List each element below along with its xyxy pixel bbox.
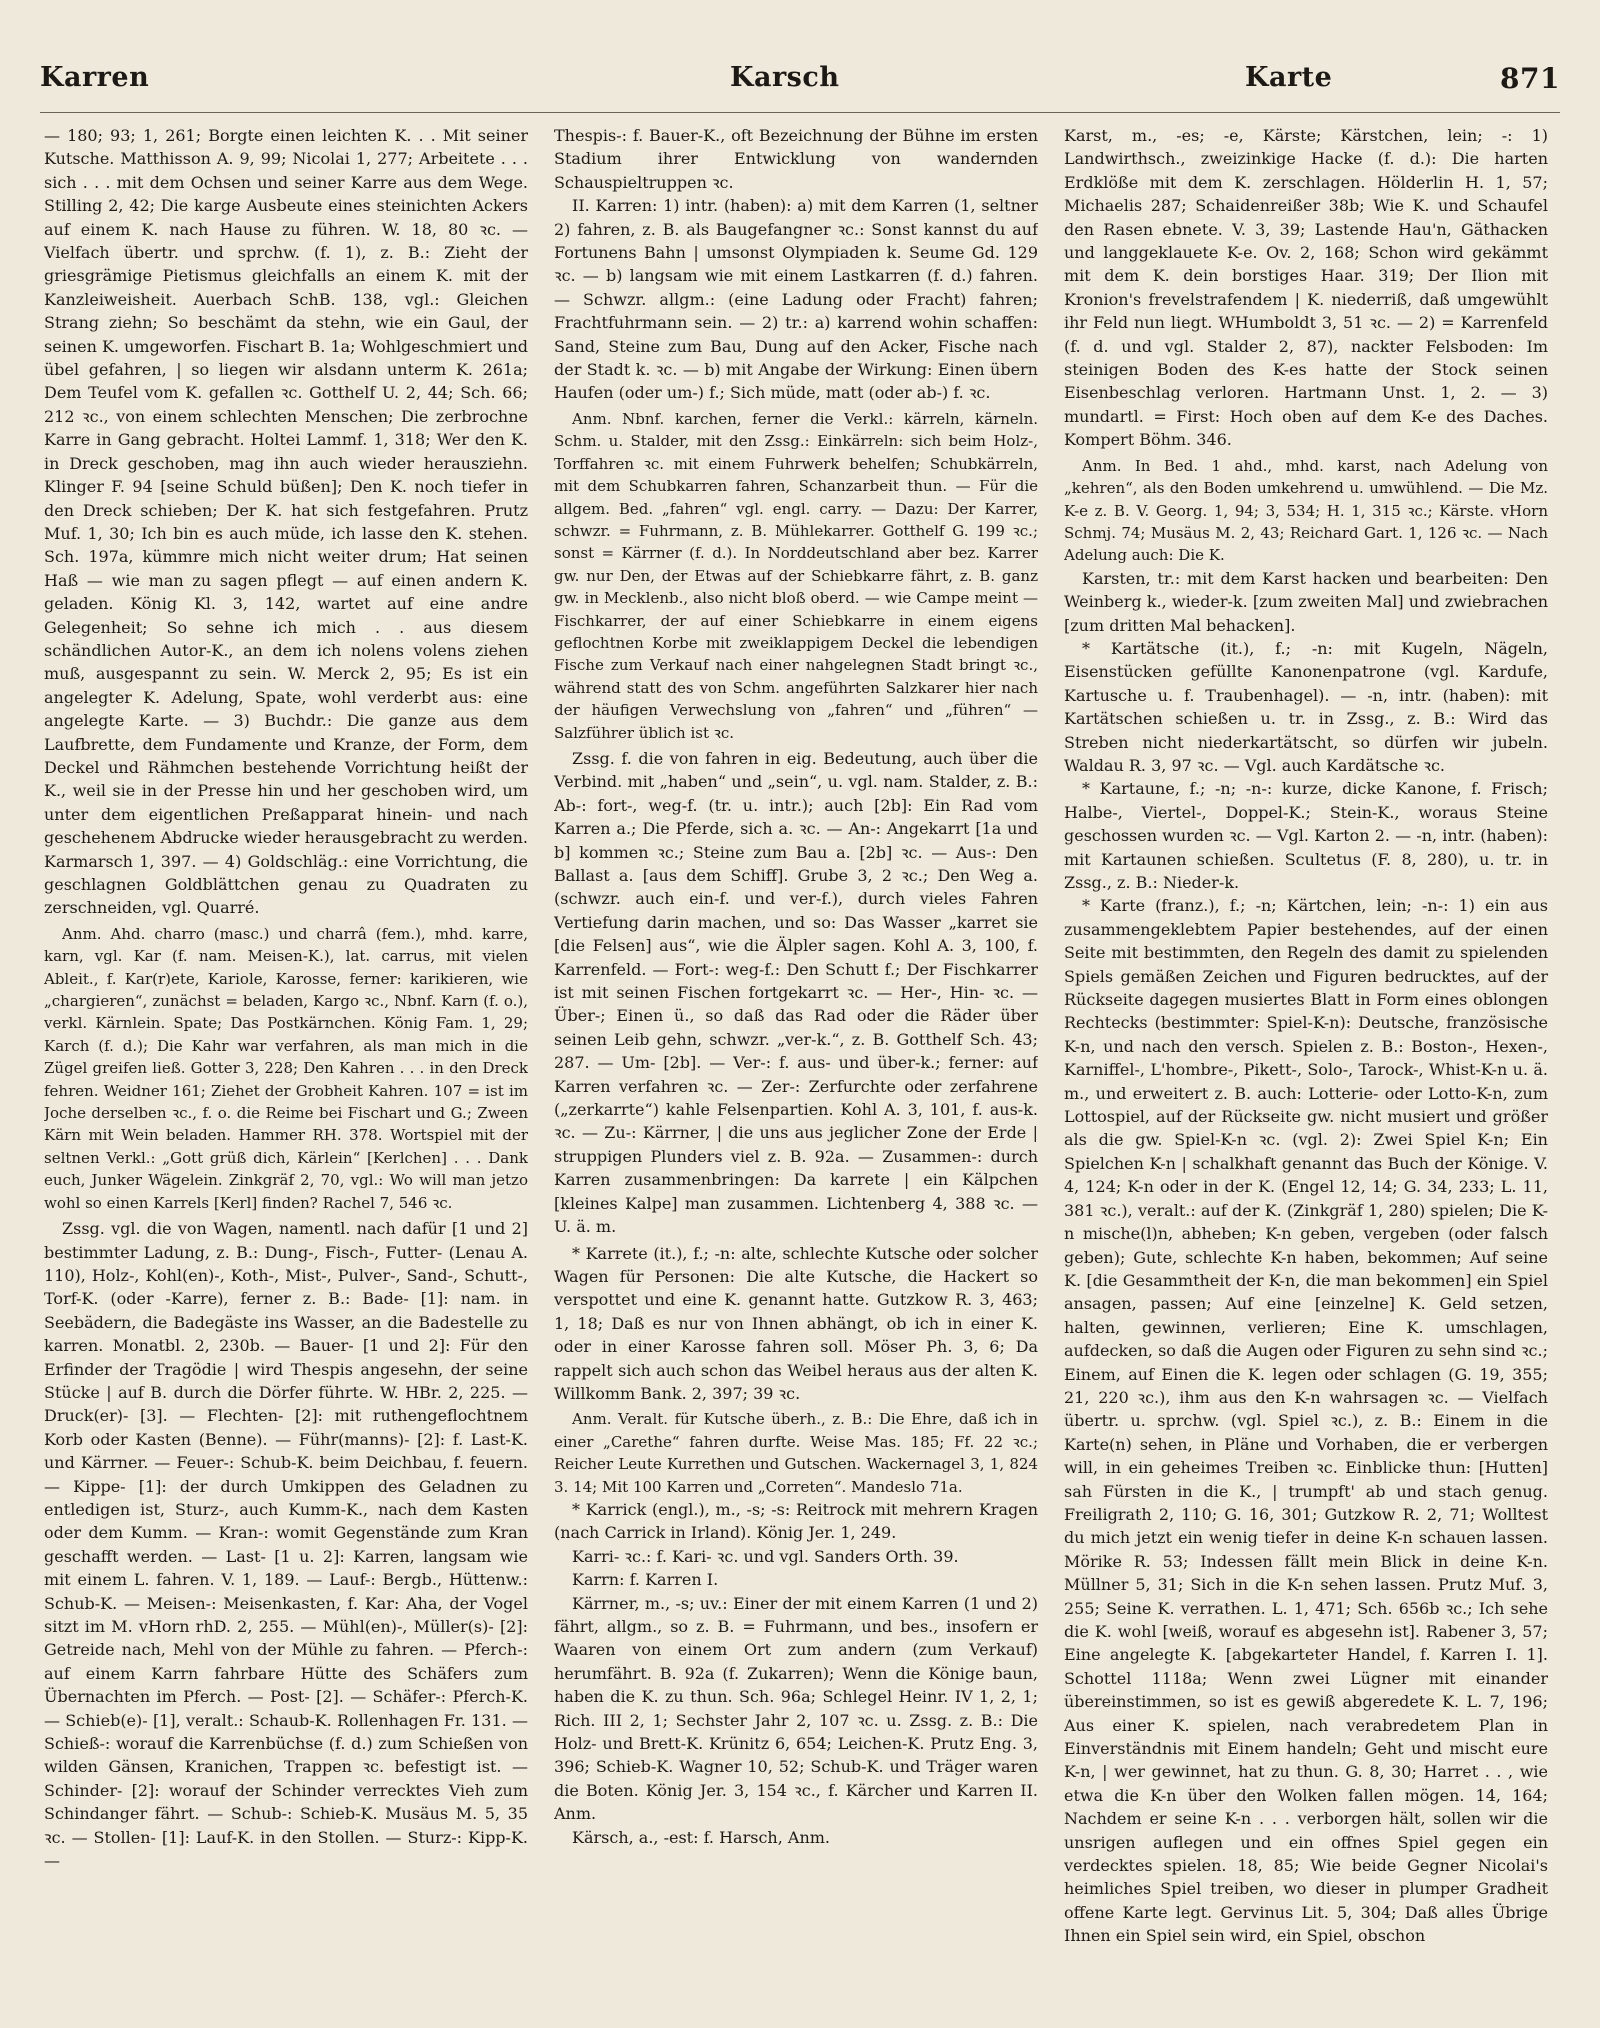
column-2: [554, 124, 1038, 2004]
header-center-catchword: Karsch: [730, 62, 840, 93]
dictionary-paragraph: * Karte (franz.), f.; -n; Kärtchen, lein; -n-: 1) ein aus zusammengeklebtem Papier bestehendes, auf der einen Seite mit bestimmten, den Regeln des damit zu spielenden Spiels gemäßen Zeichen und Figuren bedrucktes, auf der Rückseite dagegen musiertes Blatt in Form eines oblongen Rechtecks (bestimmter: Spiel-K-n): Deutsche, französische K-n, und nach den versch. Spielen z. B.: Boston-, Hexen-, Karniffel-, L'hombre-, Pikett-, Solo-, Tarock-, Whist-K-n u. ä. m., und erweitert z. B. auch: Lotterie- oder Lotto-K-n, zum Lottospiel, auf der Rückseite gw. nicht musiert und größer als die gw. Spiel-K-n ꝛc. (vgl. 2): Zwei Spiel K-n; Ein Spielchen K-n | schalkhaft genannt das Buch der Könige. V. 4, 124; K-n oder in der K. (Engel 12, 14; G. 34, 233; L. 11, 381 ꝛc.), veralt.: auf der K. (Zinkgräf 1, 280) spielen; Die K-n mische(l)n, abheben; K-n geben, vergeben (oder falsch geben); Gute, schlechte K-n haben, bekommen; Auf seine K. [die Gesammtheit der K-n, die man bekommen] ein Spiel ansagen, passen; Auf eine [einzelne] K. Geld setzen, halten, gewinnen, verlieren; Eine K. umschlagen, aufdecken, so daß die Augen oder Figuren zu sehn sind ꝛc.; Einem, auf Einen die K. legen oder schlagen (G. 19, 355; 21, 220 ꝛc.), ihm aus den K-n wahrsagen ꝛc. — Vielfach übertr. u. sprchw. (vgl. Spiel ꝛc.), z. B.: Einem in die Karte(n) sehen, in Pläne und Vorhaben, die er verbergen will, in ein geheimes Treiben ꝛc. Einblicke thun: [Hutten] sah Fürsten in die K., | trumpft' ab und stach genug. Freiligrath 2, 110; G. 16, 301; Gutzkow R. 2, 71; Wolltest du mich jetzt ein wenig tiefer in deine K-n schauen lassen. Mörike R. 53; Indessen fällt mein Blick in deine K-n. Müllner 5, 31; Sich in die K-n sehen lassen. Prutz Muf. 3, 255; Seine K. verrathen. L. 1, 471; Sch. 656b ꝛc.; Ich sehe die K. wohl [weiß, worauf es abgesehn ist]. Rabener 3, 57; Eine angelegte K. [abgekarteter Handel, f. Karren I. 1]. Schottel 1118a; Wenn zwei Lügner mit einander übereinstimmen, so ist es gewiß abgeredete K. L. 7, 196; Aus einer K. spielen, nach verabredetem Plan in Einverständnis mit Einem handeln; Geht und mischt eure K-n, | wer gewinnet, hat zu thun. G. 8, 30; Harret . . , wie etwa die K-n über den Wolken fallen mögen. 14, 164; Nachdem er seine K-n . . . verborgen hält, sollen wir die unsrigen auflegen und ein offnes Spiel gegen ein verdecktes spielen. 18, 85; Wie beide Gegner Nicolai's heimliches Spiel treiben, wo dieser in plumper Gradheit offene Karte legt. Gervinus Lit. 5, 304; Daß alles Übrige Ihnen ein Spiel sein wird, ein Spiel, obschon: [1064, 896, 1548, 1946]
dictionary-paragraph: II. Karren: 1) intr. (haben): a) mit dem Karren (1, seltner 2) fahren, z. B. als Baugefangner ꝛc.: Sonst kannst du auf Fortunens Bahn | umsonst Olympiaden k. Seume Gd. 129 ꝛc. — b) langsam wie mit einem Lastkarren (f. d.) fahren. — Schwzr. allgm.: (eine Ladung oder Fracht) fahren; Frachtfuhrmann sein. — 2) tr.: a) karrend wohin schaffen: Sand, Steine zum Bau, Dung auf den Acker, Fische nach der Stadt k. ꝛc. — b) mit Angabe der Wirkung: Einen übern Haufen (oder um-) f.; Sich müde, matt (oder ab-) f. ꝛc.: [554, 196, 1038, 403]
dictionary-paragraph: Karrn: f. Karren I.: [572, 1570, 719, 1590]
dictionary-paragraph: Karsten, tr.: mit dem Karst hacken und bearbeiten: Den Weinberg k., wieder-k. [zum zweiten Mal] und zwiebrachen [zum dritten Mal behacken].: [1064, 568, 1548, 635]
header-rule: [40, 112, 1560, 113]
dictionary-paragraph: * Karrick (engl.), m., -s; -s: Reitrock mit mehrern Kragen (nach Carrick in Irland). König Jer. 1, 249.: [554, 1499, 1038, 1543]
dictionary-paragraph: Zssg. f. die von fahren in eig. Bedeutung, auch über die Verbind. mit „haben“ und „sein“, u. vgl. nam. Stalder, z. B.: Ab-: fort-, weg-f. (tr. u. intr.); auch [2b]: Ein Rad vom Karren a.; Die Pferde, sich a. ꝛc. — An-: Angekarrt [1a und b] kommen ꝛc.; Steine zum Bau a. [2b] ꝛc. — Aus-: Den Ballast a. [aus dem Schiff]. Grube 3, 2 ꝛc.; Den Weg a. (schwzr. auch ein-f. und ver-f.), durch vieles Fahren Vertiefung darin machen, und so: Das Wasser „karret sie [die Felsen] aus“, wie die Älpler sagen. Kohl A. 3, 100, f. Karrenfeld. — Fort-: weg-f.: Den Schutt f.; Der Fischkarrer ist mit seinen Fischen fortgekarrt ꝛc. — Her-, Hin- ꝛc. — Über-; Einen ü., so daß das Rad oder die Räder über seinen Leib gehn, schwzr. „ver-k.“, z. B. Gotthelf Sch. 43; 287. — Um- [2b]. — Ver-: f. aus- und über-k.; ferner: auf Karren verfahren ꝛc. — Zer-: Zerfurchte oder zerfahrene („zerkarrte“) kahle Felsenpartien. Kohl A. 3, 101, f. aus-k. ꝛc. — Zu-: Kärrner, | die uns aus jeglicher Zone der Erde | struppigen Plunders viel z. B. 92a. — Zusammen-: durch Karren zusammenbringen: Da karrete | ein Kälpchen [kleines Kalpe] man zusammen. Lichtenberg 4, 388 ꝛc. — U. ä. m.: [554, 748, 1038, 1237]
dictionary-paragraph: Anm. Nbnf. karchen, ferner die Verkl.: kärreln, kärneln. Schm. u. Stalder, mit den Zssg.: Einkärreln: sich beim Holz-, Torffahren ꝛc. mit einem Fuhrwerk behelfen; Schubkärreln, mit dem Schubkarren fahren, Schanzarbeit thun. — Für die allgem. Bed. „fahren“ vgl. engl. carry. — Dazu: Der Karrer, schwzr. = Fuhrmann, z. B. Mühlekarrer. Gotthelf G. 199 ꝛc.; sonst = Kärrner (f. d.). In Norddeutschland aber bez. Karrer gw. nur Den, der Etwas auf der Schiebkarre fährt, z. B. ganz gw. in Mecklenb., also nicht bloß oberd. — wie Campe meint — Fischkarrer, der auf einer Schiebkarre in einem eigens geflochtnen Korbe mit zweiklappigem Deckel die lebendigen Fische zum Verkauf nach einer nahgelegnen Stadt bringt ꝛc., während statt des von Schm. angeführten Salzkarer hier nach der häufigen Verwechslung von „fahren“ und „führen“ — Salzführer üblich ist ꝛc.: [554, 409, 1038, 742]
dictionary-paragraph: — 180; 93; 1, 261; Borgte einen leichten K. . . Mit seiner Kutsche. Matthisson A. 9, 99; Nicolai 1, 277; Arbeitete . . . sich . . . mit dem Ochsen und seiner Karre aus dem Wege. Stilling 2, 42; Die karge Ausbeute eines steinichten Ackers auf einem K. nach Hause zu führen. W. 18, 80 ꝛc. — Vielfach übertr. und sprchw. (f. 1), z. B.: Zieht der griesgrämige Pietismus gleichfalls an einem K. mit der Kanzleiweisheit. Auerbach SchB. 138, vgl.: Gleichen Strang ziehn; So beschämt da stehn, wie ein Gaul, der seinen K. umgeworfen. Fischart B. 1a; Wohlgeschmiert und übel gefahren, | so liegen wir alsdann unterm K. 261a; Dem Teufel vom K. gefallen ꝛc. Gotthelf U. 2, 44; Sch. 66; 212 ꝛc., von einem schlechten Menschen; Die zerbrochne Karre in Gang gebracht. Holtei Lammf. 1, 318; Wer den K. in Dreck geschoben, mag ihn auch wieder herausziehn. Klinger F. 94 [seine Schuld büßen]; Den K. noch tiefer in den Dreck schieben; Der K. hat sich festgefahren. Prutz Muf. 1, 30; Ich bin es auch müde, ich lasse den K. stehen. Sch. 197a, kümmre mich nicht weiter drum; Hat seinen Haß — wie man zu sagen pflegt — auf einen andern K. geladen. König Kl. 3, 142, wartet auf eine andre Gelegenheit; So sehne ich mich . . aus diesem schändlichen Autor-K., an dem ich nolens volens ziehen muß, ausgespannt zu sein. W. Merck 2, 95; Es ist ein angelegter K. Adelung, Spate, wohl verderbt aus: eine angelegte Karte. — 3) Buchdr.: Die ganze aus dem Laufbrette, dem Fundamente und Kranze, der Form, dem Deckel und Rähmchen bestehende Vorrichtung heißt der K., weil sie in der Presse hin und her geschoben wird, um unter dem eigentlichen Preßapparat hinein- und nach geschehenem Abdrucke wieder herausgebracht zu werden. Karmarsch 1, 397. — 4) Goldschläg.: eine Vorrichtung, die geschlagnen Goldblättchen genau zu Quadraten zu zerschneiden, vgl. Quarré.: [44, 126, 528, 918]
dictionary-paragraph: * Kartaune, f.; -n; -n-: kurze, dicke Kanone, f. Frisch; Halbe-, Viertel-, Doppel-K.; Stein-K., woraus Steine geschossen wurden ꝛc. — Vgl. Karton 2. — -n, intr. (haben): mit Kartaunen schießen. Scultetus (F. 8, 280), u. tr. in Zssg., z. B.: Nieder-k.: [1064, 779, 1548, 892]
dictionary-paragraph: Anm. Veralt. für Kutsche überh., z. B.: Die Ehre, daß ich in einer „Carethe“ fahren durfte. Weise Mas. 185; Ff. 22 ꝛc.; Reicher Leute Kurrethen und Gutschen. Wackernagel 3, 1, 824 3. 14; Mit 100 Karren und „Correten“. Mandeslo 71a.: [554, 1410, 1038, 1496]
header-left-catchword: Karren: [40, 62, 150, 93]
dictionary-paragraph: Karri- ꝛc.: f. Kari- ꝛc. und vgl. Sanders Orth. 39.: [572, 1546, 959, 1566]
dictionary-paragraph: * Kartätsche (it.), f.; -n: mit Kugeln, Nägeln, Eisenstücken gefüllte Kanonenpatrone (vgl. Kardufe, Kartusche u. f. Traubenhagel). — -n, intr. (haben): mit Kartätschen schießen u. tr. in Zssg., z. B.: Wird das Streben nicht niederkartätscht, so dürfen wir jubeln. Waldau R. 3, 97 ꝛc. — Vgl. auch Kardätsche ꝛc.: [1064, 638, 1548, 775]
dictionary-paragraph: Zssg. vgl. die von Wagen, namentl. nach dafür [1 und 2] bestimmter Ladung, z. B.: Dung-, Fisch-, Futter- (Lenau A. 110), Holz-, Kohl(en)-, Koth-, Mist-, Pulver-, Sand-, Schutt-, Torf-K. (oder -Karre), ferner z. B.: Bade- [1]: nam. in Seebädern, die Badegäste ins Wasser, an die Badestelle zu karren. Monatbl. 2, 230b. — Bauer- [1 und 2]: Für den Erfinder der Tragödie | wird Thespis angesehn, der seine Stücke | auf B. durch die Dörfer führte. W. HBr. 2, 225. — Druck(er)- [3]. — Flechten- [2]: mit ruthengeflochtnem Korb oder Kasten (Benne). — Führ(manns)- [2]: f. Last-K. und Kärrner. — Feuer-: Schub-K. beim Deichbau, f. feuern. — Kippe- [1]: der durch Umkippen des Geladnen zu entledigen ist, Sturz-, auch Kumm-K., nach dem Kasten oder dem Kumm. — Kran-: womit Gegenstände zum Kran geschafft werden. — Last- [1 u. 2]: Karren, langsam wie mit einem L. fahren. V. 1, 189. — Lauf-: Bergb., Hüttenw.: Schub-K. — Meisen-: Meisenkasten, f. Kar: Aha, der Vogel sitzt im M. vHorn rhD. 2, 255. — Mühl(en)-, Müller(s)- [2]: Getreide nach, Mehl von der Mühle zu fahren. — Pferch-: auf einem Karrn fahrbare Hütte des Schäfers zum Übernachten im Pferch. — Post- [2]. — Schäfer-: Pferch-K. — Schieb(e)- [1], veralt.: Schaub-K. Rollenhagen Fr. 131. — Schieß-: worauf die Karrenbüchse (f. d.) zum Schießen von wilden Gänsen, Kranichen, Trappen ꝛc. befestigt ist. — Schinder- [2]: worauf der Schinder verrecktes Vieh zum Schindanger fährt. — Schub-: Schieb-K. Musäus M. 5, 35 ꝛc. — Stollen- [1]: Lauf-K. in den Stollen. — Sturz-: Kipp-K. —: [44, 1219, 528, 1871]
dictionary-paragraph: Karst, m., -es; -e, Kärste; Kärstchen, lein; -: 1) Landwirthsch., zweizinkige Hacke (f. d.): Die harten Erdklöße mit dem K. zerschlagen. Hölderlin H. 1, 57; Michaelis 287; Schaidenreißer 38b; Wie K. und Schaufel den Rasen ebnete. V. 3, 39; Lastende Hau'n, Gäthacken und langgeklauete K-e. Ov. 2, 168; Schon wird gekämmt mit dem K. dein borstiges Haar. 319; Der Ilion mit Kronion's frevelstrafendem | K. niederriß, daß umgewühlt ihr Feld nun liegt. WHumboldt 3, 51 ꝛc. — 2) = Karrenfeld (f. d. und vgl. Stalder 2, 87), nackter Felsboden: Im steinigen Boden des K-es hatte der Stock seinen Eisenbeschlag verloren. Hartmann Unst. 1, 2. — 3) mundartl. = First: Hoch oben auf dem K-e des Daches. Kompert Böhm. 346.: [1064, 126, 1548, 450]
dictionary-paragraph: Anm. In Bed. 1 ahd., mhd. karst, nach Adelung von „kehren“, als den Boden umkehrend u. umwühlend. — Die Mz. K-e z. B. V. Georg. 1, 94; 3, 534; H. 1, 315 ꝛc.; Kärste. vHorn Schmj. 74; Musäus M. 2, 43; Reichard Gart. 1, 126 ꝛc. — Nach Adelung auch: Die K.: [1064, 456, 1548, 565]
column-1: [44, 124, 528, 2004]
dictionary-paragraph: Thespis-: f. Bauer-K., oft Bezeichnung der Bühne im ersten Stadium ihrer Entwicklung von wandernden Schauspieltruppen ꝛc.: [554, 126, 1038, 192]
dictionary-paragraph: Anm. Ahd. charro (masc.) und charrâ (fem.), mhd. karre, karn, vgl. Kar (f. nam. Meisen-K.), lat. carrus, mit vielen Ableit., f. Kar(r)ete, Kariole, Karosse, ferner: karikieren, wie „chargieren“, zunächst = beladen, Kargo ꝛc., Nbnf. Karn (f. o.), verkl. Kärnlein. Spate; Das Postkärnchen. König Fam. 1, 29; Karch (f. d.); Die Kahr war verfahren, als man mich in die Zügel greifen ließ. Gotter 3, 228; Den Kahren . . . in den Dreck fehren. Weidner 161; Ziehet der Grobheit Kahren. 107 = ist im Joche derselben ꝛc., f. o. die Reime bei Fischart und G.; Zween Kärn mit Wein beladen. Hammer RH. 378. Wortspiel mit der seltnen Verkl.: „Gott grüß dich, Kärlein“ [Kerlchen] . . . Dank euch, Junker Wägelein. Zinkgräf 2, 70, vgl.: Wo will man jetzo wohl so einen Karrels [Kerl] finden? Rachel 7, 546 ꝛc.: [44, 924, 528, 1212]
page-number: 871: [1500, 62, 1560, 95]
dictionary-paragraph: * Karrete (it.), f.; -n: alte, schlechte Kutsche oder solcher Wagen für Personen: Die alte Kutsche, die Hackert so verspottet und eine K. genannt hatte. Gutzkow R. 3, 463; 1, 18; Daß es nur von Ihnen abhängt, ob ich in einer K. oder in einer Karosse fahren soll. Möser Ph. 3, 6; Da rappelt sich auch schon das Weibel heraus aus der alten K. Willkomm Bank. 2, 397; 39 ꝛc.: [554, 1243, 1038, 1403]
header-right-catchword: Karte: [1245, 62, 1333, 93]
running-header: [40, 62, 1560, 102]
column-3: [1064, 124, 1548, 2004]
dictionary-paragraph: Kärrner, m., -s; uv.: Einer der mit einem Karren (1 und 2) fährt, allgm., so z. B. = Fuhrmann, und bes., insofern er Waaren von einem Ort zum andern (zum Verkauf) herumfährt. B. 92a (f. Zukarren); Wenn die Könige baun, haben die K. zu thun. Sch. 96a; Schlegel Heinr. IV 1, 2, 1; Rich. III 2, 1; Sechster Jahr 2, 107 ꝛc. u. Zssg. z. B.: Die Holz- und Brett-K. Krünitz 6, 654; Leichen-K. Prutz Eng. 3, 396; Schieb-K. Wagner 10, 52; Schub-K. und Träger waren die Boten. König Jer. 3, 154 ꝛc., f. Kärcher und Karren II. Anm.: [554, 1593, 1038, 1824]
dictionary-paragraph: Kärsch, a., -est: f. Harsch, Anm.: [572, 1827, 831, 1847]
